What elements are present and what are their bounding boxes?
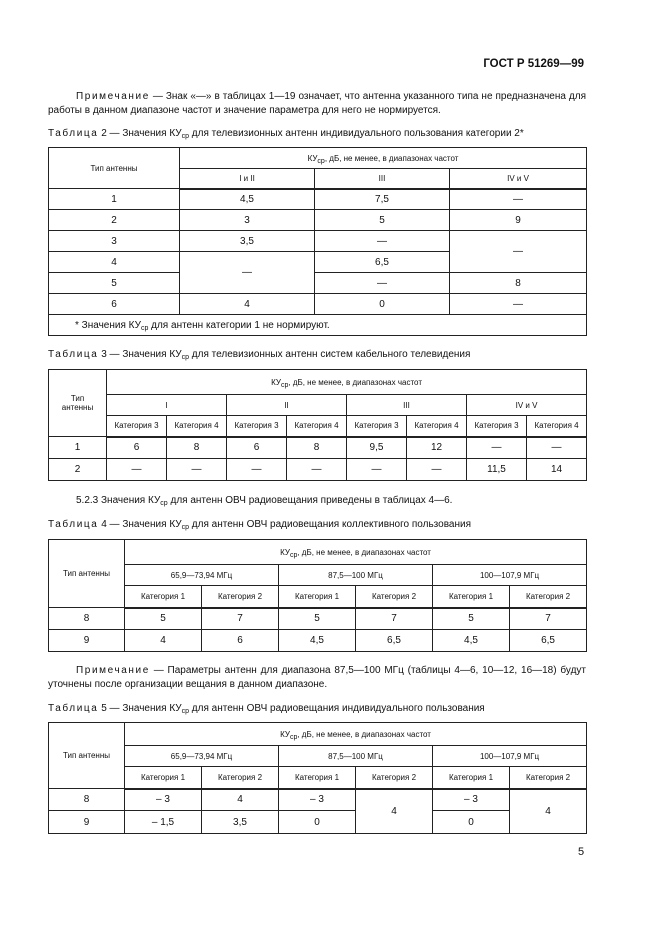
- band-header: 87,5—100 МГц: [279, 746, 433, 767]
- table-cell: 6,5: [356, 630, 433, 652]
- note-2: Примечание — Параметры антенн для диапазона 87,5—100 МГц (таблицы 4—6, 10—12, 16—18) будут уточнены после организации вещания в данном диапазоне.: [48, 665, 586, 690]
- table-cell: 8: [287, 437, 347, 459]
- group-header: $КУ_{ср}$, дБ, не менее, в диапазонах частот: [125, 540, 587, 565]
- table-cell: —: [467, 437, 527, 459]
- table-row: [49, 210, 587, 231]
- table-cell: 3,5: [180, 231, 315, 252]
- table-cell: 3: [49, 231, 180, 252]
- table-cell: 5: [279, 608, 356, 630]
- table-cell: 11,5: [467, 459, 527, 481]
- category-header: Категория 2: [356, 586, 433, 608]
- category-header: Категория 2: [202, 586, 279, 608]
- table-cell: 6,5: [510, 630, 587, 652]
- category-header: Категория 1: [125, 586, 202, 608]
- table-2-footnote: * Значения $КУ_{ср}$ для антенн категории 1 не нормируют.: [49, 315, 587, 336]
- category-header: Категория 1: [433, 586, 510, 608]
- band-header: III: [315, 169, 450, 189]
- category-header: Категория 4: [407, 416, 467, 437]
- table-cell: 14: [527, 459, 587, 481]
- table-cell: 4,5: [180, 189, 315, 210]
- category-header: Категория 3: [467, 416, 527, 437]
- table-cell: 4: [510, 789, 587, 834]
- category-header: Категория 1: [125, 767, 202, 789]
- table-cell: 7: [202, 608, 279, 630]
- note-1-label: Примечание: [76, 91, 150, 102]
- table-cell: 7: [510, 608, 587, 630]
- table-cell: 0: [433, 811, 510, 834]
- category-header: Категория 2: [510, 586, 587, 608]
- table-cell: 0: [279, 811, 356, 834]
- table-row: [49, 231, 587, 252]
- table-cell: 8: [49, 789, 125, 811]
- note-1: [48, 90, 586, 118]
- table-cell: 9: [49, 630, 125, 652]
- table-cell: 0: [315, 294, 450, 315]
- table-5-caption: Таблица 5 — Значения $КУ_{ср}$ для антенн ОВЧ радиовещания индивидуального пользования: [48, 703, 485, 715]
- table-row: [49, 294, 587, 315]
- type-header: Тип антенны: [49, 723, 125, 789]
- table-cell: 2: [49, 459, 107, 481]
- table-cell: 1: [49, 437, 107, 459]
- category-header: Категория 4: [167, 416, 227, 437]
- category-header: Категория 4: [527, 416, 587, 437]
- table-row: [49, 437, 587, 459]
- table-cell: —: [180, 252, 315, 294]
- table-cell: – 1,5: [125, 811, 202, 834]
- table-cell: – 3: [125, 789, 202, 811]
- table-cell: 4: [202, 789, 279, 811]
- table-cell: —: [450, 294, 587, 315]
- group-header: $КУ_{ср}$, дБ, не менее, в диапазонах частот: [125, 723, 587, 746]
- band-header: IV и V: [450, 169, 587, 189]
- table-cell: 8: [450, 273, 587, 294]
- table-cell: —: [287, 459, 347, 481]
- category-header: Категория 2: [510, 767, 587, 789]
- type-header: Тип антенны: [49, 540, 125, 608]
- table-cell: 4: [356, 789, 433, 834]
- document-header: ГОСТ Р 51269—99: [483, 58, 584, 70]
- band-header: 100—107,9 МГц: [433, 746, 587, 767]
- table-cell: 8: [167, 437, 227, 459]
- table-cell: – 3: [433, 789, 510, 811]
- band-header: IV и V: [467, 395, 587, 416]
- type-header: Тип антенны: [49, 370, 107, 437]
- table-2-caption: Таблица 2 — Значения $КУ_{ср}$ для телевизионных антенн индивидуального пользования категории 2*: [48, 128, 524, 140]
- table-5: [48, 722, 587, 834]
- band-header: III: [347, 395, 467, 416]
- table-cell: 1: [49, 189, 180, 210]
- band-header: 65,9—73,94 МГц: [125, 565, 279, 586]
- table-cell: —: [227, 459, 287, 481]
- table-cell: 12: [407, 437, 467, 459]
- category-header: Категория 1: [279, 767, 356, 789]
- table-4: [48, 539, 587, 652]
- table-3-caption: Таблица 3 — Значения $КУ_{ср}$ для телевизионных антенн систем кабельного телевидения: [48, 349, 471, 361]
- band-header: II: [227, 395, 347, 416]
- table-cell: 9: [49, 811, 125, 834]
- table-cell: —: [527, 437, 587, 459]
- table-row: [49, 789, 587, 811]
- table-cell: 6: [227, 437, 287, 459]
- band-header: I: [107, 395, 227, 416]
- table-cell: —: [450, 189, 587, 210]
- table-cell: —: [347, 459, 407, 481]
- band-header: 87,5—100 МГц: [279, 565, 433, 586]
- table-cell: 9,5: [347, 437, 407, 459]
- table-row: [49, 630, 587, 652]
- table-cell: —: [315, 273, 450, 294]
- table-cell: 6,5: [315, 252, 450, 273]
- table-row: [49, 811, 587, 834]
- table-cell: 4: [125, 630, 202, 652]
- table-cell: 4: [49, 252, 180, 273]
- page-number: 5: [578, 846, 585, 858]
- table-2: [48, 147, 587, 336]
- category-header: Категория 3: [107, 416, 167, 437]
- category-header: Категория 1: [433, 767, 510, 789]
- category-header: Категория 2: [202, 767, 279, 789]
- table-cell: – 3: [279, 789, 356, 811]
- category-header: Категория 2: [356, 767, 433, 789]
- table-cell: 5: [49, 273, 180, 294]
- table-cell: 4: [180, 294, 315, 315]
- table-3: [48, 369, 587, 481]
- table-cell: 5: [433, 608, 510, 630]
- table-cell: —: [407, 459, 467, 481]
- table-cell: —: [167, 459, 227, 481]
- table-cell: 3,5: [202, 811, 279, 834]
- group-header: $КУ_{ср}$, дБ, не менее, в диапазонах частот: [180, 148, 587, 169]
- group-header: $КУ_{ср}$, дБ, не менее, в диапазонах частот: [107, 370, 587, 395]
- table-cell: 5: [315, 210, 450, 231]
- band-header: 100—107,9 МГц: [433, 565, 587, 586]
- table-cell: 5: [125, 608, 202, 630]
- category-header: Категория 4: [287, 416, 347, 437]
- table-cell: 9: [450, 210, 587, 231]
- table-row: [49, 608, 587, 630]
- table-cell: 4,5: [433, 630, 510, 652]
- category-header: Категория 3: [347, 416, 407, 437]
- table-cell: 3: [180, 210, 315, 231]
- table-cell: 2: [49, 210, 180, 231]
- note-1-text: — Знак «—» в таблицах 1—19 означает, что антенна указанного типа не предназначена для работы в данном диапазоне частот и значение параметра для него не нормируется.: [48, 91, 586, 116]
- table-cell: 7: [356, 608, 433, 630]
- table-row: [49, 273, 587, 294]
- table-row: [49, 189, 587, 210]
- table-cell: 4,5: [279, 630, 356, 652]
- category-header: Категория 3: [227, 416, 287, 437]
- band-header: I и II: [180, 169, 315, 189]
- table-cell: 8: [49, 608, 125, 630]
- table-cell: —: [315, 231, 450, 252]
- table-cell: 6: [49, 294, 180, 315]
- category-header: Категория 1: [279, 586, 356, 608]
- table-row: [49, 459, 587, 481]
- table-cell: —: [450, 231, 587, 273]
- table-4-caption: Таблица 4 — Значения $КУ_{ср}$ для антенн ОВЧ радиовещания коллективного пользования: [48, 519, 471, 531]
- band-header: 65,9—73,94 МГц: [125, 746, 279, 767]
- table-cell: —: [107, 459, 167, 481]
- paragraph-5-2-3: 5.2.3 Значения $КУ_{ср}$ для антенн ОВЧ радиовещания приведены в таблицах 4—6.: [76, 495, 453, 507]
- table-cell: 7,5: [315, 189, 450, 210]
- table-cell: 6: [107, 437, 167, 459]
- type-header: Тип антенны: [49, 148, 180, 189]
- table-cell: 6: [202, 630, 279, 652]
